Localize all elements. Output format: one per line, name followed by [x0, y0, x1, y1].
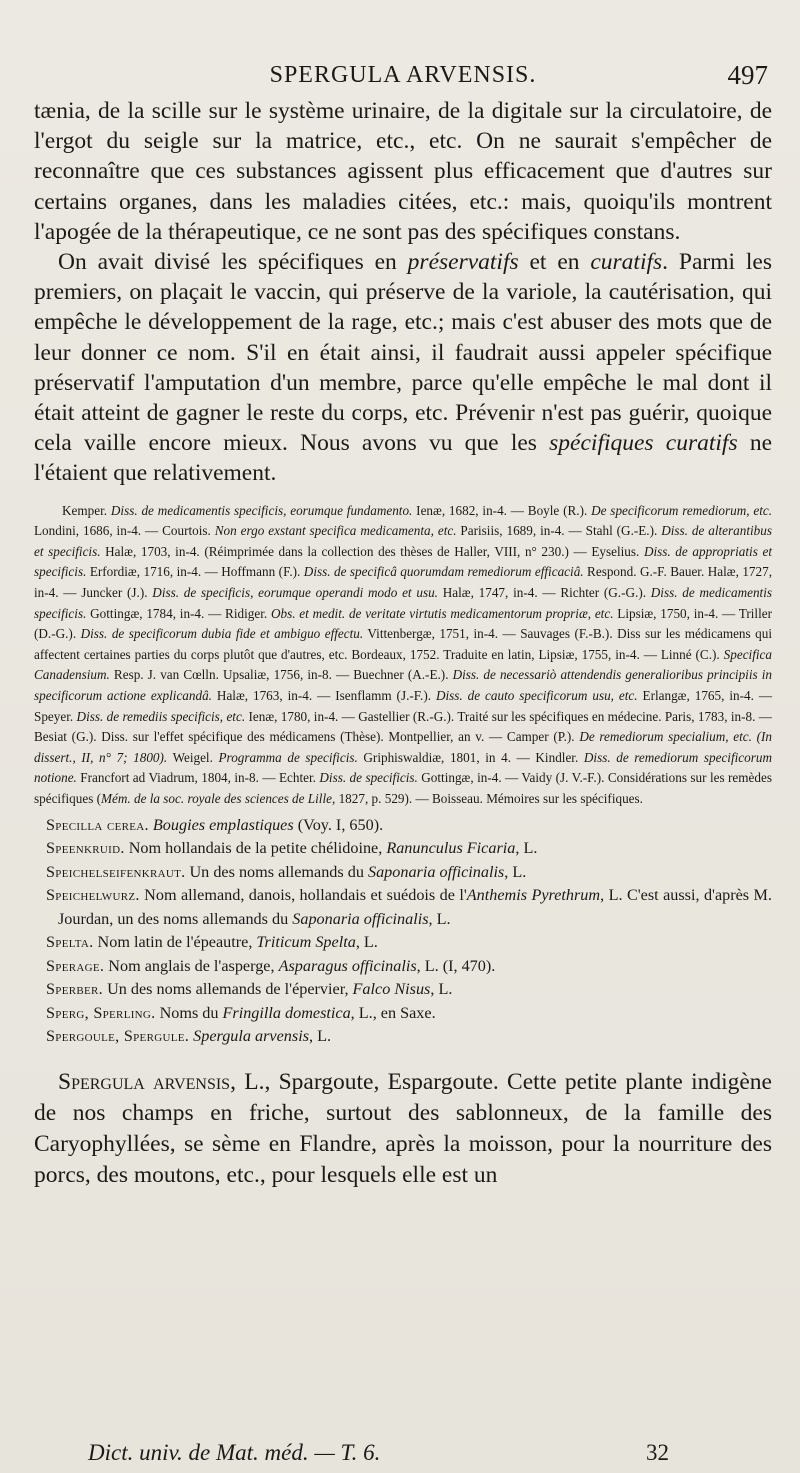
italic-text: Non ergo exstant specifica medicamenta, etc.: [214, 523, 457, 539]
headword: Speenkruid.: [46, 839, 125, 858]
text-run: , L., en Saxe.: [350, 1003, 436, 1022]
dictionary-entry: [34, 861, 772, 885]
text-run: , L.: [430, 980, 453, 999]
page-number: 497: [727, 60, 768, 90]
italic-text: Falco Nisus: [352, 980, 431, 999]
paragraph: [34, 247, 772, 489]
italic-text: spécifiques curatifs: [549, 430, 738, 457]
italic-text: Triticum Spelta: [256, 933, 356, 952]
italic-text: Diss. de appropriatis et specificis.: [34, 543, 772, 580]
running-header: [34, 60, 772, 96]
signature-number: 32: [646, 1440, 669, 1465]
text-run: , L., Spargoute, Espargoute. Cette petite plante indigène de nos champs en friche, surtout des sablonneux, de la famille des Caryophyllées, se sème en Flandre, après la moisson, pour la nourriture des porcs, des moutons, etc., pour lesquels elle est un: [34, 1068, 772, 1188]
text-run: ne l'étaient que relativement.: [34, 430, 773, 487]
italic-text: Saponaria officinalis: [292, 909, 429, 928]
text-run: tænia, de la scille sur le système urinaire, de la digitale sur la circulatoire, de l'ergot du seigle sur la matrice, etc., etc. On ne saurait s'empêcher de reconnaître que ces substances agissent plus efficacement que d'autres sur certains organes, dans les maladies citées, etc.: mais, quoiqu'ils montrent l'apogée de la thérapeutique, ce ne sont pas des spécifiques constans.: [34, 98, 772, 245]
text-run: . Parmi les premiers, on plaçait le vaccin, qui préserve de la variole, la cautérisation, qui empêche le développement de la rage, etc.; mais c'est abuser des mots que de leur donner ce nom. S'il en était ainsi, il faudrait aussi appeler spécifique préservatif l'amputation d'un membre, parce qu'elle empêche le mal dont il était atteint de gagner le reste du corps, etc. Prévenir n'est pas guérir, quoique cela vaille encore mieux. Nous avons vu que les: [34, 249, 772, 457]
text-run: Nom anglais de l'asperge,: [104, 956, 279, 975]
text-run: Ienæ, 1780, in-4. — Gastellier (R.-G.). Traité sur les spécifiques en médecine. Paris, 1783, in-8. — Besiat (G.). Diss. sur l'effet spécifique des médicamens (Thèse). Montpellier, an v. — Camper (P.).: [34, 708, 772, 745]
text-run: Francfort ad Viadrum, 1804, in-8. — Echter.: [76, 770, 320, 786]
text-run: Vittenbergæ, 1751, in-4. — Sauvages (F.-B.). Diss sur les médicamens qui affectent certaines parties du corps plutôt que d'autres, etc. Bordeaux, 1752. Traduite en latin, Lipsiæ, 1755, in-4. — Linné (C.).: [34, 626, 772, 662]
italic-text: Diss. de medicamentis specificis.: [34, 585, 773, 621]
italic-text: Diss. de specificâ quorumdam remediorum efficaciâ.: [303, 564, 584, 580]
text-run: Nom hollandais de la petite chélidoine,: [124, 839, 387, 858]
text-run: Lipsiæ, 1750, in-4. — Triller (D.-G.).: [34, 605, 772, 642]
italic-text: Ranunculus Ficaria: [386, 839, 516, 858]
headword: Spergoule, Spergule.: [46, 1027, 190, 1046]
text-run: Erlangæ, 1765, in-4. — Speyer.: [34, 687, 773, 724]
text-run: , L.: [515, 839, 538, 858]
dictionary-entry: [34, 931, 772, 955]
text-run: Kemper.: [62, 502, 111, 518]
italic-text: Spergula arvensis: [193, 1027, 309, 1046]
italic-text: Diss. de remediis specificis, etc.: [76, 708, 246, 724]
text-run: , L.: [355, 933, 378, 952]
text-run: Nom latin de l'épeautre,: [93, 933, 257, 952]
text-run: Londini, 1686, in-4. — Courtois.: [34, 523, 215, 539]
text-run: (Voy. I, 650).: [293, 815, 384, 834]
text-run: Halæ, 1763, in-4. — Isenflamm (J.-F.).: [211, 687, 436, 703]
text-run: Gottingæ, 1784, in-4. — Ridiger.: [86, 605, 271, 621]
italic-text: Anthemis Pyrethrum: [466, 886, 601, 905]
italic-text: Obs. et medit. de veritate virtutis medicamentorum propriæ, etc.: [270, 605, 614, 621]
main-entry: [34, 1067, 772, 1191]
italic-text: Programma de specificis.: [218, 749, 358, 765]
headword: Speichelwurz.: [46, 886, 140, 905]
text-run: , L.: [428, 909, 451, 928]
body-text: [34, 96, 772, 489]
dictionary-entry: [34, 1025, 772, 1049]
paragraph: [34, 96, 772, 247]
headword: Specilla cerea.: [46, 815, 149, 834]
dictionary-entry: [34, 837, 772, 861]
text-run: , L. (I, 470).: [416, 956, 496, 975]
text-run: Halæ, 1747, in-4. — Richter (G.-G.).: [437, 585, 651, 601]
text-run: Ienæ, 1682, in-4. — Boyle (R.).: [412, 502, 592, 518]
dictionary-entry: [34, 1002, 772, 1026]
italic-text: Diss. de necessariò attendendis generalioribus principiis in specificorum actione explicandâ.: [34, 667, 772, 703]
text-run: On avait divisé les spécifiques en: [58, 249, 408, 276]
italic-text: Mém. de la soc. royale des sciences de Lille: [101, 790, 332, 806]
italic-text: Diss. de medicamentis specificis, eorumque fundamento.: [110, 502, 413, 518]
dictionary-entry: [34, 884, 772, 931]
headword: Spelta.: [46, 933, 94, 952]
dictionary-entry: [34, 814, 772, 838]
text-run: , L.: [504, 862, 527, 881]
headword: Speichelseifenkraut.: [46, 862, 186, 881]
italic-text: Diss. de specificis, eorumque operandi modo et usu.: [152, 585, 438, 601]
text-run: Noms du: [155, 1003, 223, 1022]
italic-text: Specifica Canadensium.: [34, 646, 772, 683]
text-run: Respond. G.-F. Bauer. Halæ, 1727, in-4. — Juncker (J.).: [34, 564, 772, 601]
text-run: Weigel.: [167, 749, 219, 765]
dictionary-entry: [34, 978, 772, 1002]
italic-text: Fringilla domestica: [222, 1003, 351, 1022]
text-run: Erfordiæ, 1716, in-4. — Hoffmann (F.).: [86, 564, 304, 580]
running-title: SPERGULA ARVENSIS.: [269, 62, 537, 88]
headword: Sperber.: [46, 980, 104, 999]
italic-text: Asparagus officinalis: [278, 956, 417, 975]
italic-text: Diss. de remediorum specificorum notione.: [34, 749, 772, 786]
headword: Sperage.: [46, 956, 105, 975]
text-run: , L.: [309, 1027, 332, 1046]
text-run: Un des noms allemands du: [185, 862, 368, 881]
italic-text: De remediorum specialium, etc. (In dissert., II, n° 7; 1800).: [34, 729, 773, 765]
text-run: Nom allemand, danois, hollandais et suédois de l': [139, 886, 467, 905]
headword: Sperg, Sperling.: [46, 1003, 156, 1022]
dictionary-entry: [34, 955, 772, 979]
footer-signature: Dict. univ. de Mat. méd. — T. 6.: [88, 1440, 381, 1465]
italic-text: De specificorum remediorum, etc.: [591, 502, 773, 518]
text-run: Parisiis, 1689, in-4. — Stahl (G.-E.).: [456, 523, 662, 539]
italic-text: curatifs: [590, 249, 663, 276]
italic-text: Diss. de specificorum dubia fide et ambiguo effectu.: [80, 626, 364, 642]
italic-text: Diss. de specificis.: [319, 770, 418, 786]
text-run: et en: [518, 249, 591, 276]
dictionary-entries: [34, 814, 772, 1049]
text-run: Resp. J. van Cœlln. Upsaliæ, 1756, in-8. — Buechner (A.-E.).: [109, 667, 453, 683]
text-run: , L. C'est aussi, d'après M. Jourdan, un des noms allemands du: [58, 886, 772, 928]
italic-text: Bougies emplastiques: [152, 815, 294, 834]
headword: Spergula arvensis: [58, 1068, 231, 1095]
italic-text: Diss. de cauto specificorum usu, etc.: [435, 687, 638, 703]
text-run: Halæ, 1703, in-4. (Réimprimée dans la collection des thèses de Haller, VIII, n° 230.) — Eyselius.: [100, 543, 644, 559]
text-run: Griphiswaldiæ, 1801, in 4. — Kindler.: [357, 749, 584, 765]
text-run: , 1827, p. 529). — Boisseau. Mémoires sur les spécifiques.: [331, 790, 643, 806]
text-run: Gottingæ, in-4. — Vaidy (J. V.-F.). Considérations sur les remèdes spécifiques (: [34, 770, 772, 806]
text-run: Un des noms allemands de l'épervier,: [103, 980, 353, 999]
italic-text: Saponaria officinalis: [367, 862, 505, 881]
bibliography: [34, 501, 772, 810]
italic-text: préservatifs: [407, 249, 519, 276]
italic-text: Diss. de alterantibus et specificis.: [34, 523, 772, 559]
